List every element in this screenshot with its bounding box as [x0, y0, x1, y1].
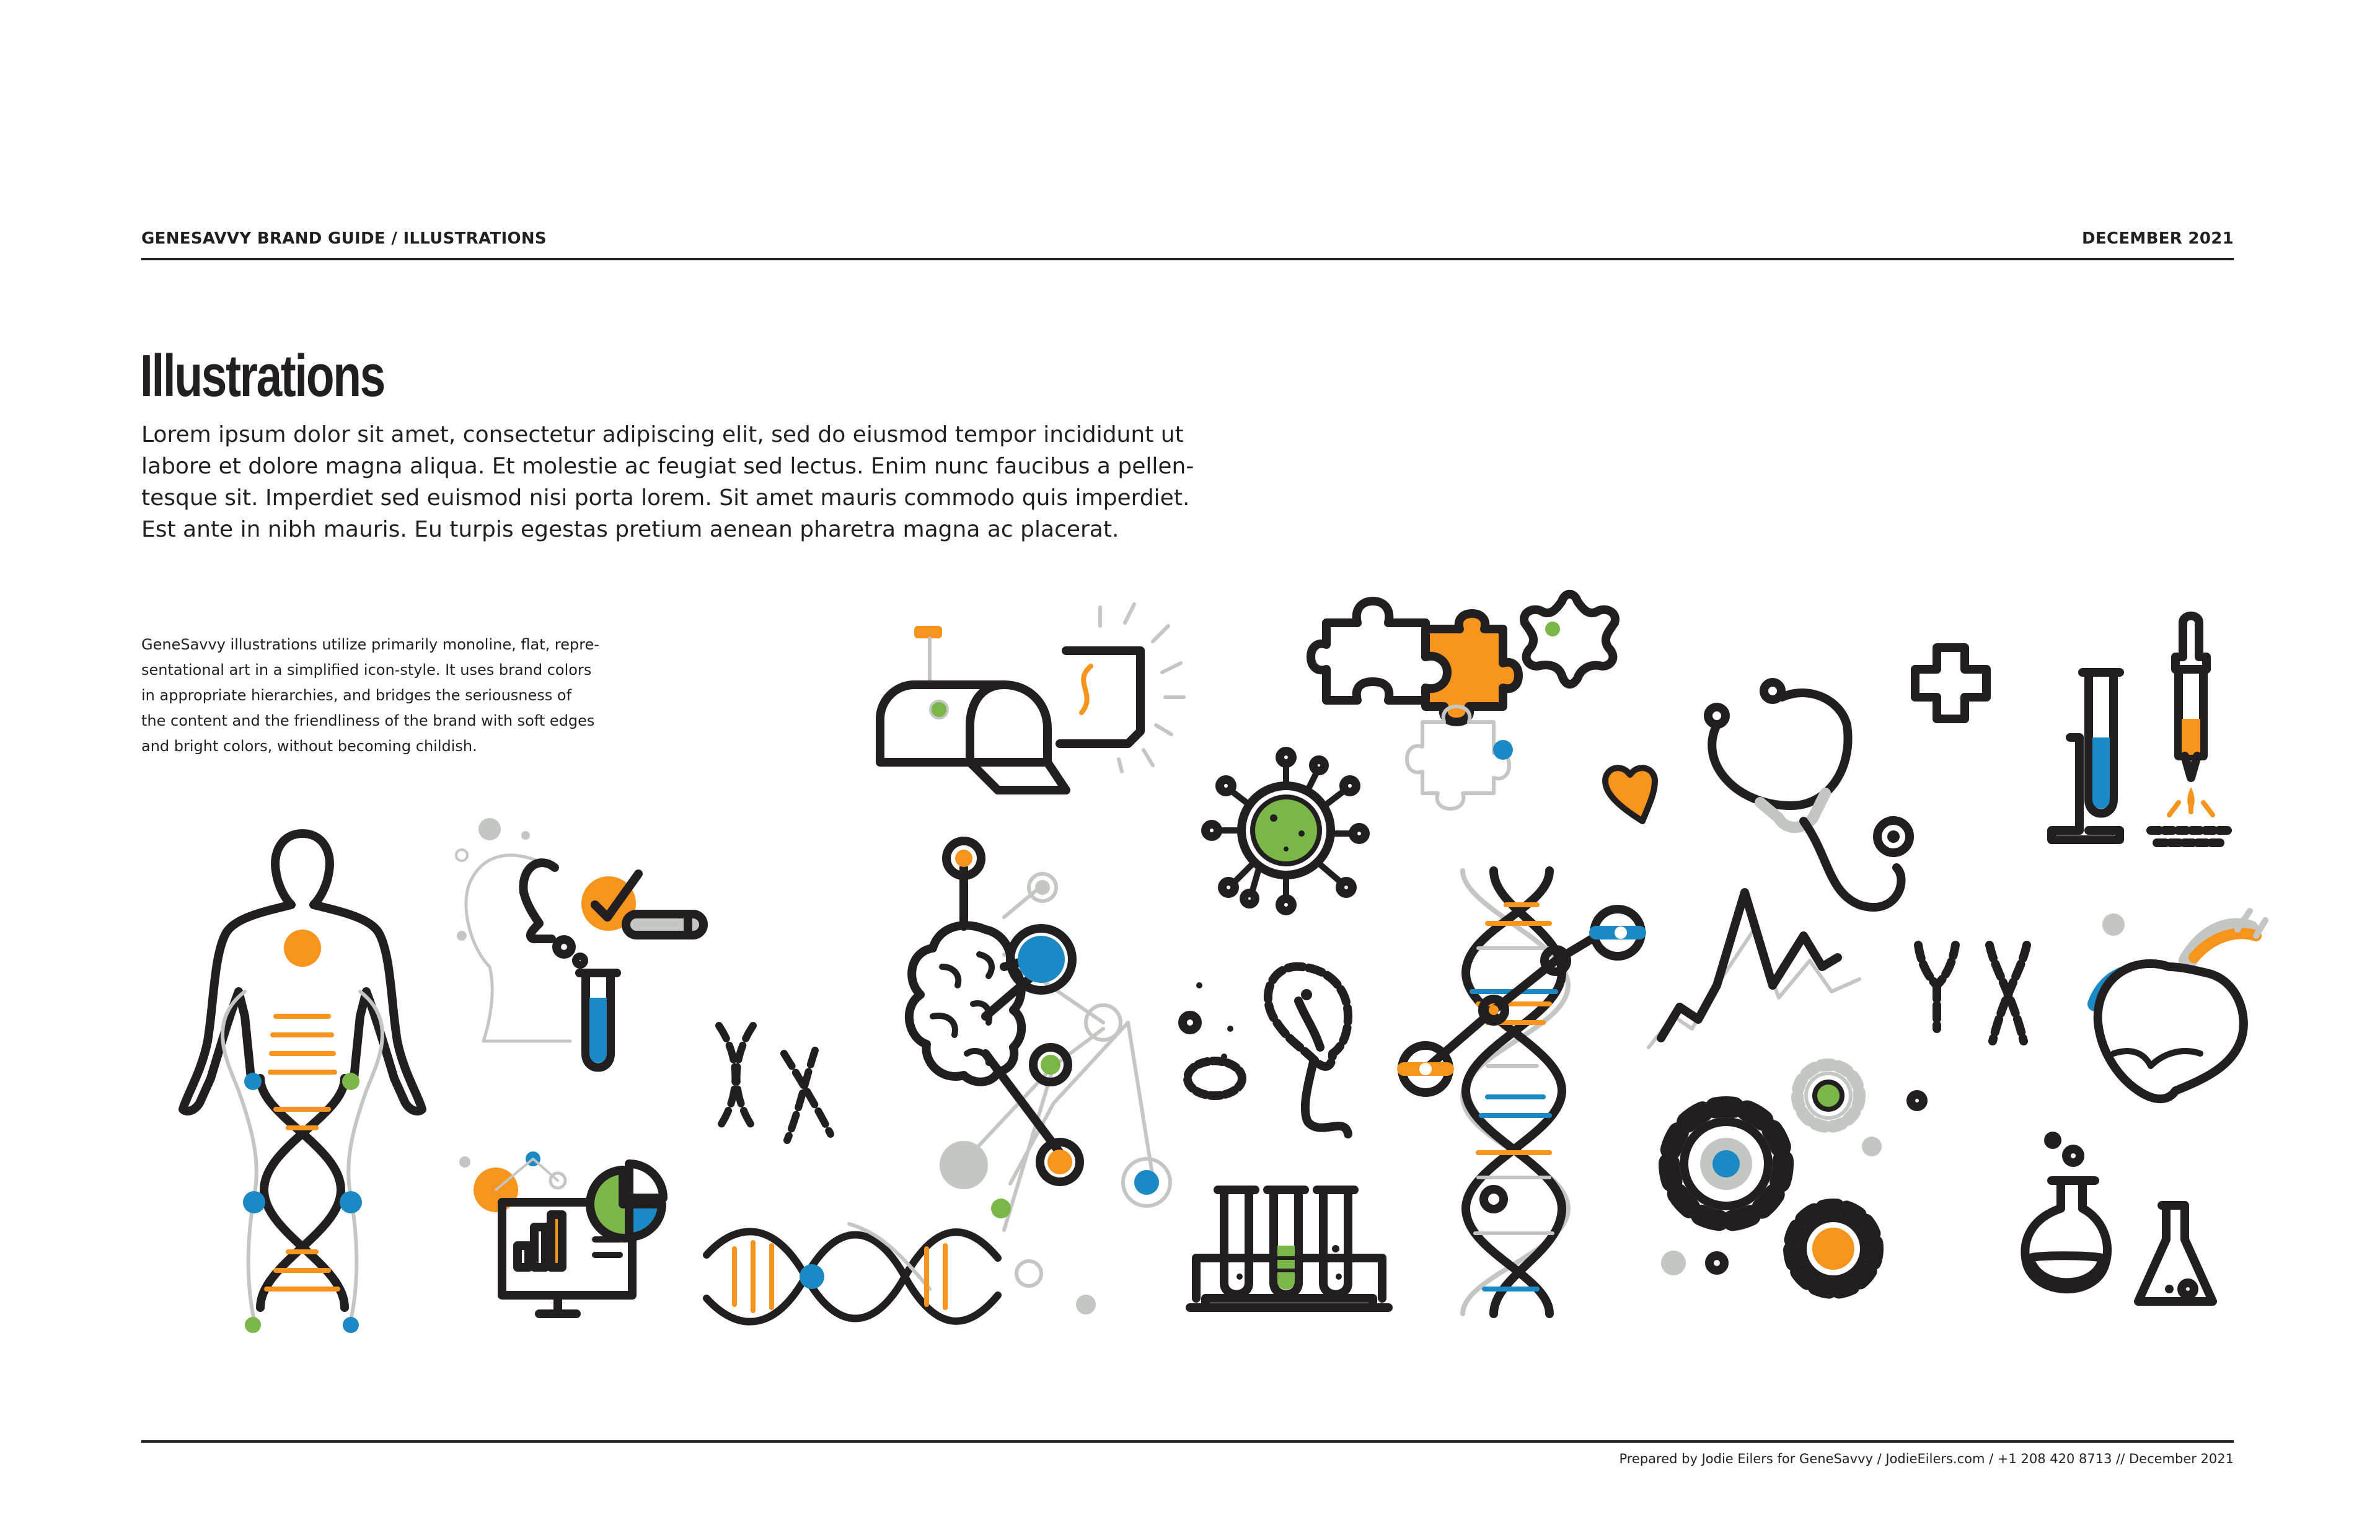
- brain-network-icon: [909, 841, 1170, 1314]
- patient-test-icon: [456, 818, 703, 1068]
- description-line: sentational art in a simplified icon-style. It uses brand colors: [141, 661, 592, 679]
- header-section-title: GENESAVVY BRAND GUIDE / ILLUSTRATIONS: [141, 229, 547, 248]
- dna-helix-icon: [1402, 871, 1641, 1314]
- footer-divider: [141, 1440, 2234, 1443]
- description-line: and bright colors, without becoming childish.: [141, 737, 477, 755]
- heart-icon: [1605, 768, 1655, 821]
- intro-line: Est ante in nibh mauris. Eu turpis egestas pretium aenean pharetra magna ac placerat.: [141, 517, 1119, 542]
- dna-strand-icon: [707, 1224, 998, 1322]
- intro-line: Lorem ipsum dolor sit amet, consectetur adipiscing elit, sed do eiusmod tempor incididunt ut: [141, 422, 1184, 447]
- mailbox-message-icon: [880, 604, 1184, 790]
- puzzle-pieces-icon: [1311, 594, 1615, 809]
- intro-line: labore et dolore magna aliqua. Et molestie ac feugiat sed lectus. Enim nunc faucibus a pellen-: [141, 454, 1194, 479]
- intro-line: tesque sit. Imperdiet sed euismod nisi porta lorem. Sit amet mauris commodo quis imperdiet.: [141, 485, 1190, 511]
- footer-credits: Prepared by Jodie Eilers for GeneSavvy / JodieEilers.com / +1 208 420 8713 // December 2021: [1619, 1451, 2234, 1466]
- test-tubes-icon: [1190, 1190, 1388, 1308]
- page-title: Illustrations: [140, 343, 384, 409]
- chromosomes-icon: [719, 1026, 831, 1140]
- virus-icon: [1205, 751, 1365, 911]
- human-dna-icon: [183, 834, 422, 1333]
- description-line: GeneSavvy illustrations utilize primarily monoline, flat, repre-: [141, 636, 599, 653]
- xy-chromosomes-icon: [1911, 945, 2027, 1107]
- gears-icon: [1661, 1065, 1882, 1291]
- anatomical-heart-icon: [2095, 911, 2265, 1099]
- flasks-icon: [2025, 1136, 2213, 1301]
- heartbeat-icon: [1649, 892, 1859, 1047]
- bacteria-icon: [1183, 967, 1348, 1134]
- description-line: the content and the friendliness of the brand with soft edges: [141, 712, 595, 729]
- header-date: DECEMBER 2021: [2082, 229, 2234, 248]
- description-line: in appropriate hierarchies, and bridges the seriousness of: [141, 687, 572, 704]
- medical-cross-icon: [1915, 648, 1986, 719]
- data-monitor-icon: [459, 1151, 663, 1314]
- lab-equipment-icon: [2052, 616, 2231, 843]
- stethoscope-icon: [1708, 682, 1910, 907]
